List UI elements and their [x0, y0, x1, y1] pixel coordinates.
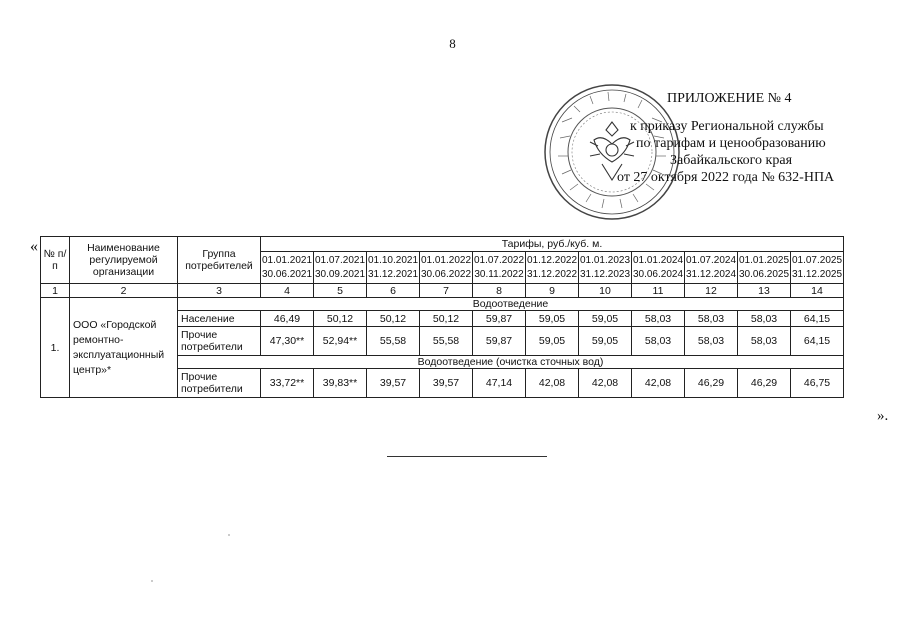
scan-speck	[151, 580, 153, 582]
column-index: 5	[314, 284, 367, 298]
section-row	[41, 298, 844, 311]
tariff-value: 50,12	[314, 311, 367, 327]
tariff-value: 39,57	[367, 369, 420, 398]
consumer-group: Население	[178, 311, 261, 327]
period-header: 01.10.2021 31.12.2021	[367, 252, 420, 284]
organization-name: ООО «Городской ремонтно-эксплуатационный центр»*	[70, 298, 178, 398]
tariff-value: 59,05	[526, 311, 579, 327]
tariff-value: 64,15	[791, 311, 844, 327]
tariff-value: 59,87	[473, 327, 526, 356]
column-index: 7	[420, 284, 473, 298]
period-header: 01.01.2023 31.12.2023	[579, 252, 632, 284]
period-header: 01.01.2021 30.06.2021	[261, 252, 314, 284]
tariff-value: 47,14	[473, 369, 526, 398]
column-index: 8	[473, 284, 526, 298]
tariff-value: 58,03	[738, 311, 791, 327]
tariff-value: 58,03	[632, 311, 685, 327]
tariff-value: 46,29	[685, 369, 738, 398]
period-header: 01.01.2025 30.06.2025	[738, 252, 791, 284]
tariff-value: 59,05	[579, 311, 632, 327]
tariff-value: 64,15	[791, 327, 844, 356]
scan-speck	[228, 534, 230, 536]
tariff-value: 59,87	[473, 311, 526, 327]
column-index: 9	[526, 284, 579, 298]
appendix-line: к приказу Региональной службы	[630, 119, 824, 134]
row-number: 1.	[41, 298, 70, 398]
closing-quote: ».	[877, 408, 889, 424]
tariff-table	[40, 236, 844, 398]
tariff-value: 58,03	[632, 327, 685, 356]
appendix-line: по тарифам и ценообразованию	[636, 136, 826, 151]
tariff-value: 55,58	[367, 327, 420, 356]
header-consumer-group: Группа потребителей	[178, 237, 261, 284]
column-index: 2	[70, 284, 178, 298]
column-index: 10	[579, 284, 632, 298]
period-header: 01.12.2022 31.12.2022	[526, 252, 579, 284]
column-index: 13	[738, 284, 791, 298]
tariff-value: 59,05	[579, 327, 632, 356]
column-index: 11	[632, 284, 685, 298]
column-index: 4	[261, 284, 314, 298]
tariff-value: 47,30**	[261, 327, 314, 356]
tariff-value: 58,03	[685, 311, 738, 327]
period-header: 01.07.2022 30.11.2022	[473, 252, 526, 284]
period-header: 01.07.2025 31.12.2025	[791, 252, 844, 284]
consumer-group: Прочие потребители	[178, 369, 261, 398]
tariff-value: 42,08	[632, 369, 685, 398]
bottom-rule	[387, 456, 547, 457]
tariff-value: 52,94**	[314, 327, 367, 356]
header-number: № п/п	[41, 237, 70, 284]
appendix-line: Забайкальского края	[670, 153, 793, 168]
appendix-line: от 27 октября 2022 года № 632-НПА	[617, 170, 835, 185]
column-index: 12	[685, 284, 738, 298]
section-title: Водоотведение	[178, 298, 844, 311]
tariff-value: 33,72**	[261, 369, 314, 398]
column-index: 14	[791, 284, 844, 298]
page-number: 8	[449, 36, 456, 51]
column-index: 1	[41, 284, 70, 298]
tariff-value: 58,03	[685, 327, 738, 356]
header-row	[41, 237, 844, 252]
tariff-value: 46,49	[261, 311, 314, 327]
period-header: 01.01.2022 30.06.2022	[420, 252, 473, 284]
tariff-value: 42,08	[579, 369, 632, 398]
tariff-value: 46,75	[791, 369, 844, 398]
tariff-value: 46,29	[738, 369, 791, 398]
tariff-value: 58,03	[738, 327, 791, 356]
section-title: Водоотведение (очистка сточных вод)	[178, 356, 844, 369]
tariff-value: 39,83**	[314, 369, 367, 398]
header-organization: Наименование регулируемой организации	[70, 237, 178, 284]
tariff-value: 55,58	[420, 327, 473, 356]
column-index: 6	[367, 284, 420, 298]
opening-quote: «	[30, 238, 38, 255]
tariff-value: 42,08	[526, 369, 579, 398]
header-tariffs: Тарифы, руб./куб. м.	[261, 237, 844, 252]
period-header: 01.07.2021 30.09.2021	[314, 252, 367, 284]
column-index: 3	[178, 284, 261, 298]
official-seal	[542, 82, 682, 222]
consumer-group: Прочие потребители	[178, 327, 261, 356]
tariff-value: 50,12	[420, 311, 473, 327]
tariff-value: 39,57	[420, 369, 473, 398]
tariff-value: 59,05	[526, 327, 579, 356]
column-index-row	[41, 284, 844, 298]
period-header: 01.07.2024 31.12.2024	[685, 252, 738, 284]
tariff-value: 50,12	[367, 311, 420, 327]
period-header: 01.01.2024 30.06.2024	[632, 252, 685, 284]
appendix-title: ПРИЛОЖЕНИЕ № 4	[667, 91, 792, 106]
